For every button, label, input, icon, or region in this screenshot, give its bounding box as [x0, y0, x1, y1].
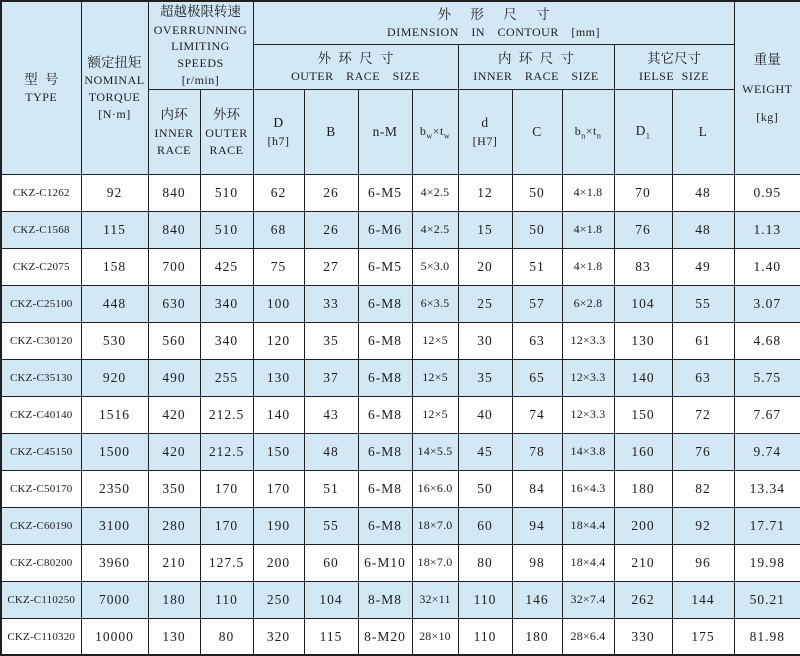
header-col-D-symbol: D [273, 115, 284, 131]
cell-L: 55 [672, 285, 734, 322]
cell-D: 62 [253, 174, 304, 211]
cell-B: 55 [304, 507, 358, 544]
cell-D: 170 [253, 470, 304, 507]
cell-B: 37 [304, 359, 358, 396]
cell-bw_tw: 4×2.5 [412, 174, 458, 211]
header-torque-zh: 额定扭矩 [87, 54, 142, 70]
cell-bn_tn: 18×4.4 [562, 544, 614, 581]
header-speeds-outer [200, 89, 253, 174]
cell-speed_inner: 350 [148, 470, 200, 507]
cell-D1: 330 [614, 618, 672, 655]
header-torque-en1: NOMINAL [84, 73, 145, 88]
cell-weight: 1.13 [734, 211, 800, 248]
cell-D: 150 [253, 433, 304, 470]
header-else-size [614, 45, 734, 90]
header-speeds-outer-en2: RACE [209, 142, 244, 157]
cell-C: 84 [512, 470, 562, 507]
cell-bn_tn: 12×3.3 [562, 359, 614, 396]
header-speeds-inner-en1: INNER [154, 125, 194, 140]
cell-d: 35 [458, 359, 512, 396]
cell-weight: 0.95 [734, 174, 800, 211]
cell-weight: 5.75 [734, 359, 800, 396]
cell-speed_outer: 127.5 [200, 544, 253, 581]
table-row [1, 285, 800, 322]
header-weight-en: WEIGHT [742, 81, 793, 96]
cell-bn_tn: 6×2.8 [562, 285, 614, 322]
cell-L: 92 [672, 507, 734, 544]
cell-B: 26 [304, 174, 358, 211]
cell-D1: 262 [614, 581, 672, 618]
cell-torque: 530 [81, 322, 148, 359]
cell-weight: 13.34 [734, 470, 800, 507]
cell-bw_tw: 4×2.5 [412, 211, 458, 248]
cell-d: 30 [458, 322, 512, 359]
header-type [1, 1, 81, 174]
header-col-nM-symbol: n-M [372, 123, 398, 139]
cell-type: CKZ-C1568 [1, 211, 81, 248]
cell-C: 63 [512, 322, 562, 359]
cell-type: CKZ-C60190 [1, 507, 81, 544]
cell-weight: 9.74 [734, 433, 800, 470]
cell-L: 175 [672, 618, 734, 655]
cell-D1: 200 [614, 507, 672, 544]
cell-speed_outer: 510 [200, 211, 253, 248]
cell-type: CKZ-C40140 [1, 396, 81, 433]
cell-B: 51 [304, 470, 358, 507]
table-body [1, 174, 800, 655]
header-col-D1-symbol: $D_1$ [635, 122, 651, 141]
cell-speed_outer: 340 [200, 322, 253, 359]
header-outer-race-size-en: OUTER RACE SIZE [291, 69, 420, 84]
header-col-bwtw-symbol: $b_w\times t_w$ [419, 123, 451, 140]
header-outer-race-size-zh: 外 环 尺 寸 [317, 50, 394, 66]
cell-C: 65 [512, 359, 562, 396]
cell-n_M: 6-M8 [358, 285, 412, 322]
cell-speed_outer: 510 [200, 174, 253, 211]
cell-type: CKZ-C80200 [1, 544, 81, 581]
cell-bn_tn: 4×1.8 [562, 174, 614, 211]
header-col-nM [358, 89, 412, 174]
cell-bw_tw: 18×7.0 [412, 544, 458, 581]
cell-D: 75 [253, 248, 304, 285]
cell-B: 35 [304, 322, 358, 359]
header-speeds-inner-en2: RACE [156, 142, 191, 157]
cell-n_M: 6-M8 [358, 433, 412, 470]
cell-bn_tn: 28×6.4 [562, 618, 614, 655]
cell-torque: 2350 [81, 470, 148, 507]
cell-D: 250 [253, 581, 304, 618]
header-speeds-unit: [r/min] [181, 72, 220, 87]
cell-type: CKZ-C1262 [1, 174, 81, 211]
cell-d: 60 [458, 507, 512, 544]
cell-bw_tw: 6×3.5 [412, 285, 458, 322]
cell-D: 320 [253, 618, 304, 655]
cell-L: 61 [672, 322, 734, 359]
cell-bn_tn: 16×4.3 [562, 470, 614, 507]
cell-D1: 210 [614, 544, 672, 581]
header-col-B [304, 89, 358, 174]
header-torque [81, 1, 148, 174]
cell-speed_inner: 130 [148, 618, 200, 655]
cell-type: CKZ-C2075 [1, 248, 81, 285]
cell-d: 15 [458, 211, 512, 248]
cell-C: 146 [512, 581, 562, 618]
cell-L: 82 [672, 470, 734, 507]
cell-bw_tw: 14×5.5 [412, 433, 458, 470]
cell-B: 115 [304, 618, 358, 655]
cell-speed_inner: 490 [148, 359, 200, 396]
header-speeds-en2: LIMITING SPEEDS [171, 39, 230, 71]
table-row [1, 322, 800, 359]
table-row [1, 470, 800, 507]
cell-bn_tn: 4×1.8 [562, 211, 614, 248]
header-col-B-symbol: B [326, 123, 336, 139]
cell-weight: 50.21 [734, 581, 800, 618]
cell-weight: 17.71 [734, 507, 800, 544]
cell-type: CKZ-C35130 [1, 359, 81, 396]
cell-D: 68 [253, 211, 304, 248]
cell-torque: 1516 [81, 396, 148, 433]
cell-C: 78 [512, 433, 562, 470]
cell-L: 96 [672, 544, 734, 581]
cell-D1: 160 [614, 433, 672, 470]
table-row [1, 544, 800, 581]
cell-speed_inner: 420 [148, 433, 200, 470]
cell-B: 33 [304, 285, 358, 322]
cell-weight: 4.68 [734, 322, 800, 359]
cell-L: 49 [672, 248, 734, 285]
cell-n_M: 6-M8 [358, 396, 412, 433]
cell-speed_outer: 170 [200, 507, 253, 544]
header-inner-race-size-zh: 内 环 尺 寸 [497, 50, 575, 66]
cell-C: 98 [512, 544, 562, 581]
cell-speed_outer: 425 [200, 248, 253, 285]
cell-d: 110 [458, 581, 512, 618]
cell-speed_inner: 840 [148, 174, 200, 211]
cell-bw_tw: 12×5 [412, 322, 458, 359]
header-col-bntn-symbol: $b_n\times t_n$ [574, 123, 602, 140]
cell-B: 104 [304, 581, 358, 618]
cell-bw_tw: 16×6.0 [412, 470, 458, 507]
cell-torque: 1500 [81, 433, 148, 470]
cell-L: 72 [672, 396, 734, 433]
cell-D1: 130 [614, 322, 672, 359]
cell-L: 76 [672, 433, 734, 470]
table-row [1, 174, 800, 211]
header-else-size-zh: 其它尺寸 [647, 50, 702, 66]
cell-torque: 10000 [81, 618, 148, 655]
cell-B: 27 [304, 248, 358, 285]
header-type-zh: 型 号 [24, 71, 59, 87]
cell-L: 48 [672, 174, 734, 211]
cell-type: CKZ-C45150 [1, 433, 81, 470]
header-dimension-en: DIMENSION IN CONTOUR [mm] [387, 25, 600, 40]
cell-n_M: 8-M8 [358, 581, 412, 618]
cell-torque: 448 [81, 285, 148, 322]
cell-speed_inner: 280 [148, 507, 200, 544]
header-speeds [148, 1, 253, 89]
table-row [1, 581, 800, 618]
cell-C: 74 [512, 396, 562, 433]
cell-bw_tw: 18×7.0 [412, 507, 458, 544]
header-weight [734, 1, 800, 174]
cell-B: 48 [304, 433, 358, 470]
cell-weight: 19.98 [734, 544, 800, 581]
cell-d: 40 [458, 396, 512, 433]
cell-type: CKZ-C110320 [1, 618, 81, 655]
cell-torque: 3100 [81, 507, 148, 544]
cell-C: 50 [512, 211, 562, 248]
cell-torque: 920 [81, 359, 148, 396]
header-inner-race-size [458, 45, 614, 90]
cell-bn_tn: 12×3.3 [562, 322, 614, 359]
cell-speed_outer: 340 [200, 285, 253, 322]
cell-speed_outer: 212.5 [200, 433, 253, 470]
header-speeds-inner-zh: 内环 [160, 107, 188, 123]
table-row [1, 248, 800, 285]
header-col-C-symbol: C [532, 123, 542, 139]
cell-torque: 158 [81, 248, 148, 285]
cell-D1: 140 [614, 359, 672, 396]
cell-n_M: 8-M20 [358, 618, 412, 655]
cell-L: 48 [672, 211, 734, 248]
cell-weight: 7.67 [734, 396, 800, 433]
cell-C: 51 [512, 248, 562, 285]
cell-bw_tw: 32×11 [412, 581, 458, 618]
cell-type: CKZ-C30120 [1, 322, 81, 359]
header-col-d-symbol: d [481, 115, 489, 131]
header-col-L-symbol: L [698, 123, 708, 139]
cell-type: CKZ-C50170 [1, 470, 81, 507]
header-speeds-inner [148, 89, 200, 174]
cell-D1: 104 [614, 285, 672, 322]
cell-n_M: 6-M8 [358, 470, 412, 507]
header-col-D-tolerance: [h7] [267, 134, 290, 149]
cell-C: 57 [512, 285, 562, 322]
cell-n_M: 6-M6 [358, 211, 412, 248]
header-dimension [253, 1, 734, 45]
cell-n_M: 6-M8 [358, 322, 412, 359]
cell-speed_inner: 560 [148, 322, 200, 359]
cell-weight: 3.07 [734, 285, 800, 322]
cell-bw_tw: 12×5 [412, 396, 458, 433]
cell-speed_outer: 212.5 [200, 396, 253, 433]
cell-bw_tw: 28×10 [412, 618, 458, 655]
cell-speed_outer: 110 [200, 581, 253, 618]
cell-D: 140 [253, 396, 304, 433]
cell-C: 94 [512, 507, 562, 544]
cell-torque: 7000 [81, 581, 148, 618]
table-row [1, 507, 800, 544]
cell-torque: 115 [81, 211, 148, 248]
header-speeds-outer-en1: OUTER [205, 125, 248, 140]
cell-bw_tw: 12×5 [412, 359, 458, 396]
header-speeds-zh: 超越极限转速 [160, 4, 241, 19]
cell-torque: 3960 [81, 544, 148, 581]
cell-torque: 92 [81, 174, 148, 211]
cell-d: 12 [458, 174, 512, 211]
header-else-size-en: IELSE SIZE [639, 69, 710, 84]
header-col-D [253, 89, 304, 174]
header-dimension-zh: 外 形 尺 寸 [437, 6, 550, 22]
cell-d: 50 [458, 470, 512, 507]
cell-D: 130 [253, 359, 304, 396]
cell-d: 110 [458, 618, 512, 655]
cell-speed_outer: 80 [200, 618, 253, 655]
header-type-en: TYPE [25, 90, 58, 105]
cell-d: 25 [458, 285, 512, 322]
header-speeds-en1: OVERRUNNING [153, 22, 248, 37]
cell-bn_tn: 14×3.8 [562, 433, 614, 470]
cell-speed_inner: 840 [148, 211, 200, 248]
table-row [1, 211, 800, 248]
cell-bn_tn: 12×3.3 [562, 396, 614, 433]
cell-n_M: 6-M5 [358, 248, 412, 285]
cell-n_M: 6-M10 [358, 544, 412, 581]
cell-speed_inner: 420 [148, 396, 200, 433]
cell-B: 60 [304, 544, 358, 581]
header-weight-zh: 重量 [753, 52, 781, 68]
cell-D: 200 [253, 544, 304, 581]
header-col-d [458, 89, 512, 174]
cell-d: 20 [458, 248, 512, 285]
cell-speed_outer: 170 [200, 470, 253, 507]
cell-d: 45 [458, 433, 512, 470]
cell-n_M: 6-M5 [358, 174, 412, 211]
cell-n_M: 6-M8 [358, 507, 412, 544]
table-row [1, 396, 800, 433]
header-col-bntn [562, 89, 614, 174]
header-col-L [672, 89, 734, 174]
cell-D1: 150 [614, 396, 672, 433]
cell-D1: 180 [614, 470, 672, 507]
table-header [1, 1, 800, 174]
table-row [1, 359, 800, 396]
cell-bn_tn: 18×4.4 [562, 507, 614, 544]
cell-bn_tn: 4×1.8 [562, 248, 614, 285]
cell-L: 144 [672, 581, 734, 618]
cell-C: 180 [512, 618, 562, 655]
cell-L: 63 [672, 359, 734, 396]
header-torque-unit: [N·m] [98, 107, 131, 122]
cell-C: 50 [512, 174, 562, 211]
header-col-bwtw [412, 89, 458, 174]
cell-bn_tn: 32×7.4 [562, 581, 614, 618]
cell-D: 100 [253, 285, 304, 322]
cell-D1: 70 [614, 174, 672, 211]
cell-bw_tw: 5×3.0 [412, 248, 458, 285]
cell-D1: 83 [614, 248, 672, 285]
cell-weight: 1.40 [734, 248, 800, 285]
header-col-d-tolerance: [H7] [472, 134, 498, 149]
table-row [1, 618, 800, 655]
cell-weight: 81.98 [734, 618, 800, 655]
cell-speed_inner: 630 [148, 285, 200, 322]
cell-D: 190 [253, 507, 304, 544]
cell-B: 26 [304, 211, 358, 248]
cell-speed_inner: 700 [148, 248, 200, 285]
cell-D1: 76 [614, 211, 672, 248]
header-col-D1 [614, 89, 672, 174]
cell-n_M: 6-M8 [358, 359, 412, 396]
cell-speed_outer: 255 [200, 359, 253, 396]
cell-D: 120 [253, 322, 304, 359]
cell-speed_inner: 210 [148, 544, 200, 581]
cell-B: 43 [304, 396, 358, 433]
header-torque-en2: TORQUE [88, 90, 141, 105]
header-col-C [512, 89, 562, 174]
header-speeds-outer-zh: 外环 [213, 107, 240, 123]
header-inner-race-size-en: INNER RACE SIZE [473, 69, 599, 84]
header-outer-race-size [253, 45, 458, 90]
header-weight-unit: [kg] [756, 109, 779, 124]
cell-type: CKZ-C25100 [1, 285, 81, 322]
cell-speed_inner: 180 [148, 581, 200, 618]
cell-d: 80 [458, 544, 512, 581]
cell-type: CKZ-C110250 [1, 581, 81, 618]
table-row [1, 433, 800, 470]
